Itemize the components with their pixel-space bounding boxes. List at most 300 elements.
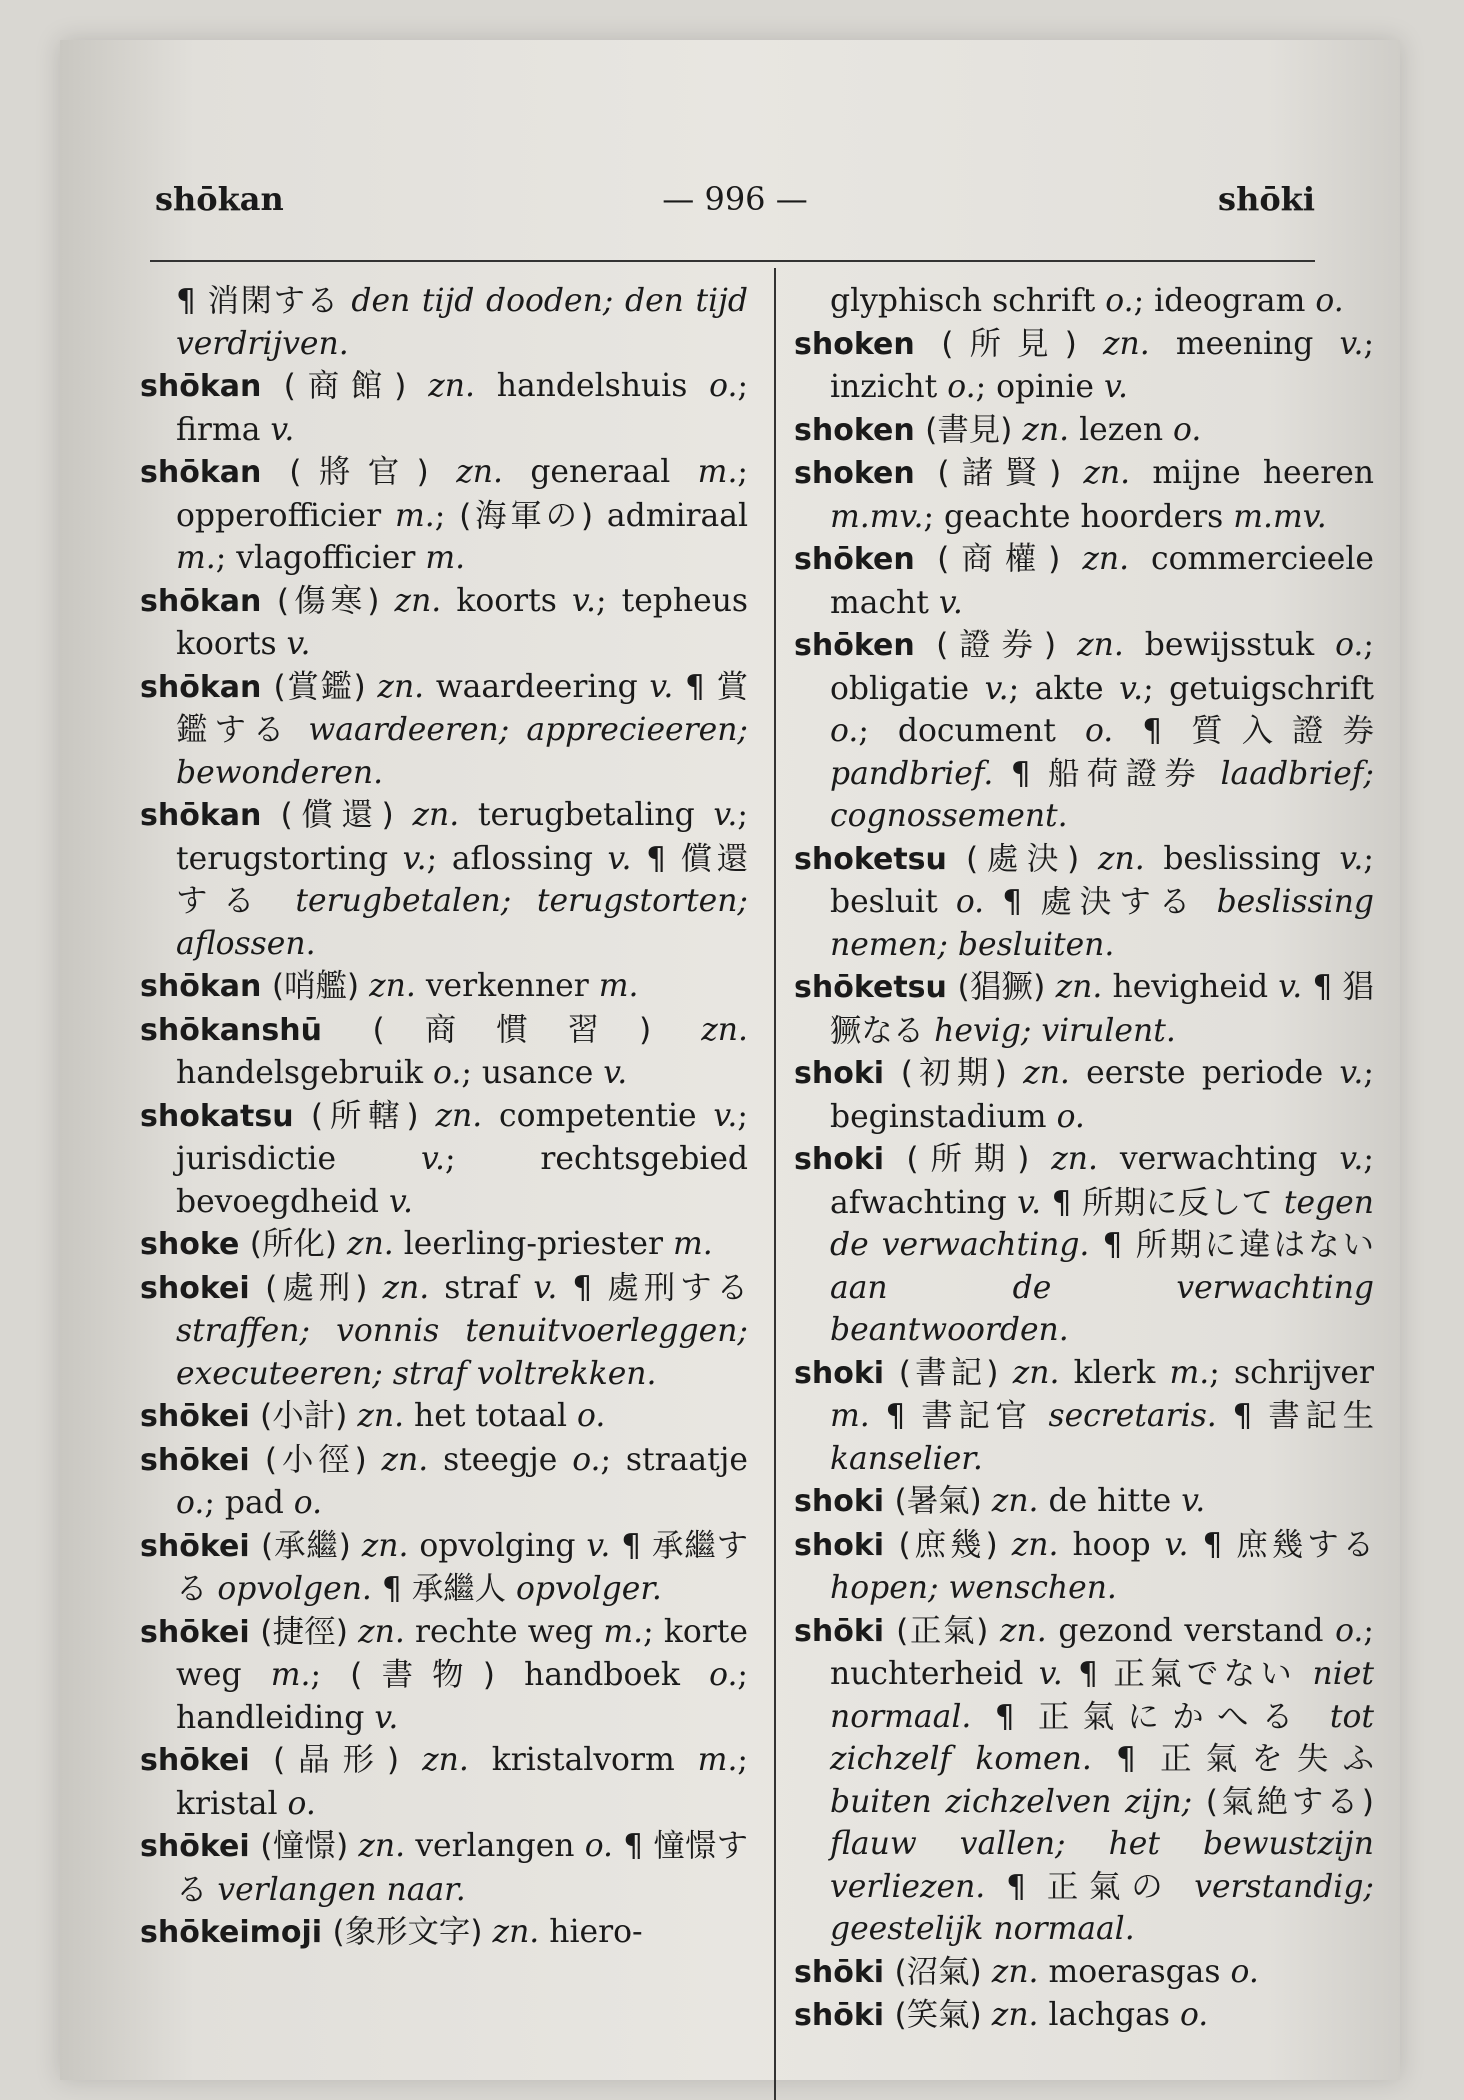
right-column <box>794 280 1374 2038</box>
gender-marker: v. <box>586 1527 622 1564</box>
translation-text: lachgas <box>1048 1997 1180 2033</box>
entry-headword: shōkei <box>140 1829 261 1864</box>
translation-text: handelsgebruik <box>176 1055 433 1091</box>
gender-marker: v. <box>1339 840 1364 877</box>
gender-marker: zn. <box>456 454 531 490</box>
italic-translation: secretaris. <box>1048 1398 1233 1434</box>
entry-headword: shōkan <box>140 669 274 705</box>
translation-text: handelshuis <box>496 368 710 404</box>
entry-headword: shōki <box>794 1998 895 2033</box>
gender-marker: v. <box>1038 1656 1079 1692</box>
kanji-text: ¶ 處決する <box>1002 884 1217 920</box>
translation-text: koorts <box>456 582 572 619</box>
kanji-text: ¶ 所期に反して <box>1051 1184 1284 1221</box>
gender-marker: o. <box>709 368 738 404</box>
entry-headword: shoken <box>794 412 926 448</box>
gender-marker: v. <box>713 1097 738 1134</box>
gender-marker: zn. <box>1082 541 1152 577</box>
gender-marker: zn. <box>347 1226 404 1262</box>
italic-translation: hevig; virulent. <box>934 1012 1176 1049</box>
kanji-text: (笑氣) <box>894 1997 992 2033</box>
dictionary-entry <box>140 1095 748 1224</box>
translation-text: glyphisch schrift <box>830 283 1106 319</box>
kanji-text: ¶ 正氣を失ふ <box>1116 1741 1374 1777</box>
translation-text: de hitte <box>1048 1483 1182 1519</box>
kanji-text: ¶ 質入證券 <box>1142 713 1375 749</box>
gender-marker: m. <box>672 1226 713 1262</box>
translation-text: ; <box>310 1657 351 1693</box>
kanji-text: ¶ 猖獗なる <box>830 969 1374 1049</box>
entry-headword: shōkan <box>140 455 290 490</box>
kanji-text: (承繼) <box>260 1527 362 1564</box>
translation-text: generaal <box>530 454 698 490</box>
column-divider <box>774 268 776 2100</box>
entry-headword: shōkei <box>140 1442 265 1478</box>
translation-text: admiraal <box>606 497 748 534</box>
kanji-text: (商慣習) <box>372 1011 702 1048</box>
gender-marker: o. <box>1230 1953 1259 1990</box>
translation-text: lezen <box>1079 411 1174 448</box>
gender-marker: o. <box>709 1657 738 1693</box>
kanji-text: (諸賢) <box>937 455 1084 491</box>
gender-marker: o. <box>577 1398 606 1434</box>
dictionary-entry <box>140 1739 748 1825</box>
kanji-text: ¶ 船荷證券 <box>1010 755 1221 792</box>
entry-headword: shōkan <box>140 798 281 833</box>
kanji-text: (將官) <box>289 454 457 490</box>
dictionary-entry <box>140 1525 748 1611</box>
kanji-text: ¶ 承繼する <box>176 1527 748 1607</box>
entry-headword: shoki <box>794 1142 907 1177</box>
gender-marker: v. <box>533 1269 573 1306</box>
entry-headword: shoketsu <box>794 841 966 877</box>
entry-headword: shōkei <box>140 1614 261 1650</box>
gender-marker: zn. <box>1011 1526 1073 1563</box>
gender-marker: zn. <box>361 1527 420 1564</box>
translation-text: ; tepheus koorts <box>176 582 749 662</box>
kanji-text: (小計) <box>260 1398 358 1434</box>
kanji-text: (所期) <box>906 1141 1052 1177</box>
translation-text: opvolging <box>419 1527 587 1564</box>
dictionary-entry <box>140 794 748 965</box>
entry-headword: shoki <box>794 1355 899 1391</box>
translation-text: leerling-priester <box>403 1226 673 1262</box>
translation-text: ; firma <box>176 368 749 448</box>
gender-marker: o. <box>176 1485 205 1521</box>
translation-text: commercieele macht <box>830 541 1374 621</box>
gender-marker: zn. <box>492 1914 550 1950</box>
gender-marker: m. <box>270 1657 311 1693</box>
translation-text: meening <box>1175 325 1340 362</box>
translation-text: competentie <box>499 1097 714 1134</box>
gender-marker: v. <box>1103 369 1128 405</box>
kanji-text: (猖獗) <box>957 969 1056 1005</box>
kanji-text: (書物) <box>350 1657 525 1693</box>
dictionary-entry <box>140 1267 748 1396</box>
gender-marker: zn. <box>991 1997 1049 2033</box>
gender-marker: m. <box>425 540 466 576</box>
italic-translation: opvolger. <box>516 1571 662 1607</box>
gender-marker: zn. <box>369 968 426 1004</box>
kanji-text: ¶ 正氣の <box>1006 1868 1195 1905</box>
translation-text: ; nuchterheid <box>830 1612 1374 1692</box>
italic-translation: aan de verwachting beantwoorden. <box>830 1269 1374 1348</box>
dictionary-entry <box>140 1825 748 1911</box>
gender-marker: o. <box>1315 283 1344 319</box>
kanji-text: (處決) <box>966 840 1098 877</box>
dictionary-entry <box>140 451 748 580</box>
gender-marker: zn. <box>435 1097 500 1134</box>
gender-marker: zn. <box>412 797 478 833</box>
dictionary-entry <box>140 1395 748 1439</box>
gender-marker: o. <box>1173 411 1202 448</box>
gender-marker: v. <box>1017 1184 1052 1221</box>
italic-translation: laadbrief; cognossement. <box>830 755 1374 834</box>
italic-translation: tegen de verwachting. <box>830 1184 1374 1263</box>
translation-text: verkenner <box>425 968 599 1004</box>
gender-marker: m. <box>394 497 435 534</box>
dictionary-entry <box>794 280 1374 323</box>
entry-headword: shōken <box>794 542 938 577</box>
gender-marker: zn. <box>382 1269 445 1306</box>
italic-translation: verstandig; geestelijk normaal. <box>830 1868 1374 1947</box>
translation-text: ; getuigschrift <box>1143 670 1374 707</box>
gender-marker: v. <box>420 1141 445 1177</box>
dictionary-entry <box>794 323 1374 409</box>
dictionary-entry <box>140 666 748 795</box>
dictionary-entry <box>794 538 1374 624</box>
kanji-text: (象形文字) <box>332 1914 493 1950</box>
translation-text: waardeering <box>435 668 650 705</box>
kanji-text: (哨艦) <box>271 968 370 1004</box>
dictionary-entry <box>794 838 1374 967</box>
kanji-text: ¶ 憧憬する <box>176 1828 749 1908</box>
translation-text: kristalvorm <box>491 1742 698 1778</box>
kanji-text: ¶ 消閑する <box>176 283 352 319</box>
kanji-text: (傷寒) <box>276 582 395 619</box>
gender-marker: v. <box>713 797 738 833</box>
gender-marker: o. <box>1335 1612 1364 1649</box>
gender-marker: zn. <box>358 1828 416 1864</box>
entry-headword: shōkeimoji <box>140 1915 333 1950</box>
kanji-text: (所化) <box>249 1226 348 1262</box>
translation-text: ; pad <box>204 1485 294 1521</box>
translation-text: steegje <box>443 1441 573 1478</box>
header-rule <box>150 260 1315 262</box>
kanji-text: ¶ 所期に違はない <box>1102 1227 1374 1263</box>
gender-marker: o. <box>830 713 859 749</box>
gender-marker: v. <box>1119 670 1144 707</box>
gender-marker: v. <box>1339 1055 1364 1091</box>
gender-marker: zn. <box>1051 1141 1120 1177</box>
kanji-text: (小徑) <box>264 1441 382 1478</box>
gender-marker: zn. <box>1055 969 1113 1005</box>
entry-headword: shōkei <box>140 1528 261 1564</box>
translation-text: ; usance <box>461 1055 604 1091</box>
gender-marker: o. <box>947 369 976 405</box>
gender-marker: o. <box>1335 627 1364 663</box>
gender-marker: zn. <box>701 1011 748 1048</box>
gender-marker: zn. <box>377 668 436 705</box>
left-column <box>140 280 748 1955</box>
translation-text: ; opinie <box>975 369 1104 405</box>
entry-headword: shōki <box>794 1613 897 1649</box>
kanji-text: ¶ 正氣でない <box>1078 1656 1313 1692</box>
translation-text: ; ideogram <box>1133 283 1316 319</box>
italic-translation: pandbrief. <box>830 755 1011 792</box>
gender-marker: v. <box>607 840 647 877</box>
gender-marker: zn. <box>991 1483 1049 1519</box>
dictionary-entry <box>794 966 1374 1052</box>
dictionary-entry <box>140 1439 748 1525</box>
gender-marker: o. <box>433 1055 462 1091</box>
dictionary-entry <box>140 1009 748 1095</box>
italic-translation: buiten zichzelven zijn; <box>830 1783 1206 1820</box>
gender-marker: zn. <box>1012 1354 1074 1391</box>
gender-marker: m. <box>603 1613 644 1650</box>
gender-marker: zn. <box>999 1612 1059 1649</box>
translation-text: klerk <box>1073 1354 1170 1391</box>
dictionary-entry <box>794 452 1374 538</box>
kanji-text: (商館) <box>283 368 429 404</box>
gender-marker: v. <box>286 626 311 662</box>
translation-text: ; kristal <box>176 1742 748 1822</box>
translation-text: straf <box>444 1269 534 1306</box>
header-last-word: shōki <box>1218 180 1315 218</box>
gender-marker: zn. <box>1022 411 1080 448</box>
dictionary-entry <box>140 280 748 365</box>
gender-marker: o. <box>572 1441 601 1478</box>
kanji-text: (償還) <box>280 797 413 833</box>
gender-marker: v. <box>374 1699 399 1736</box>
translation-text: hoop <box>1072 1526 1165 1563</box>
entry-headword: shōkei <box>140 1743 274 1778</box>
kanji-text: (捷徑) <box>260 1613 359 1650</box>
translation-text: verlangen <box>415 1828 585 1864</box>
dictionary-entry <box>794 624 1374 838</box>
translation-text: mijne heeren <box>1152 455 1374 491</box>
dictionary-entry <box>794 1480 1374 1524</box>
dictionary-entry <box>794 1951 1374 1995</box>
translation-text: ; handleiding <box>176 1657 748 1736</box>
dictionary-entry <box>140 580 748 666</box>
translation-text: ; jurisdictie <box>176 1097 748 1177</box>
italic-translation: opvolgen. <box>217 1571 382 1607</box>
translation-text: ; opperofficier <box>176 454 748 534</box>
gender-marker: o. <box>1056 1098 1085 1135</box>
kanji-text: (所轄) <box>310 1097 436 1134</box>
italic-translation: tot zichzelf komen. <box>830 1698 1374 1777</box>
gender-marker: zn. <box>357 1398 415 1434</box>
italic-translation: niet normaal. <box>830 1656 1374 1735</box>
gender-marker: zn. <box>422 1742 492 1778</box>
entry-headword: shoke <box>140 1227 250 1262</box>
dictionary-entry <box>140 1911 748 1955</box>
kanji-text: (氣絶する) <box>1205 1783 1374 1820</box>
italic-translation: straffen; vonnis tenuitvoerleggen; executeeren; straf voltrekken. <box>176 1313 748 1392</box>
gender-marker: zn. <box>358 1613 415 1650</box>
dictionary-entry <box>794 1994 1374 2038</box>
gender-marker: m. <box>697 454 738 490</box>
gender-marker: o. <box>1105 283 1134 319</box>
kanji-text: ¶ 償還する <box>176 840 748 919</box>
gender-marker: zn. <box>394 582 457 619</box>
translation-text: bewijsstuk <box>1144 627 1336 663</box>
entry-headword: shōkei <box>140 1399 261 1434</box>
entry-headword: shōkan <box>140 369 284 404</box>
gender-marker: zn. <box>1023 1055 1087 1091</box>
italic-translation: verlangen naar. <box>217 1871 466 1908</box>
translation-text: verwachting <box>1119 1141 1340 1177</box>
translation-text: beslissing <box>1163 840 1340 877</box>
kanji-text: ¶ 書記生 <box>1232 1398 1374 1434</box>
gender-marker: zn. <box>1103 325 1176 362</box>
entry-headword: shoken <box>794 326 942 362</box>
gender-marker: zn. <box>1077 627 1145 663</box>
gender-marker: zn. <box>1083 455 1153 491</box>
gender-marker: o. <box>1179 1997 1209 2033</box>
translation-text: ; <box>434 497 460 534</box>
translation-text: ; obligatie <box>830 627 1374 707</box>
entry-headword: shōki <box>794 1954 895 1990</box>
kanji-text: (賞鑑) <box>273 668 378 705</box>
translation-text: ; besluit <box>830 840 1374 920</box>
kanji-text: ¶ 處刑する <box>572 1269 749 1306</box>
kanji-text: ¶ 正氣にかへる <box>994 1698 1330 1735</box>
gender-marker: v. <box>1181 1483 1206 1519</box>
gender-marker: v. <box>1164 1526 1203 1563</box>
translation-text: ; afwachting <box>830 1141 1374 1221</box>
translation-text: ; geachte hoorders <box>923 498 1234 535</box>
gender-marker: v. <box>270 411 295 448</box>
italic-translation: den tijd dooden; den tijd verdrijven. <box>176 283 748 362</box>
translation-text: ; beginstadium <box>830 1055 1374 1135</box>
translation-text: ; document <box>858 713 1085 749</box>
gender-marker: v. <box>1339 325 1364 362</box>
kanji-text: ¶ 庶幾する <box>1202 1526 1375 1563</box>
kanji-text: (晶形) <box>273 1742 423 1778</box>
italic-translation: kanselier. <box>830 1440 983 1477</box>
gender-marker: o. <box>293 1485 323 1521</box>
kanji-text: ¶ 承繼人 <box>381 1571 516 1607</box>
kanji-text: (書見) <box>925 411 1023 448</box>
gender-marker: v. <box>571 582 596 619</box>
gender-marker: v. <box>1339 1141 1364 1177</box>
kanji-text: ¶ 書記官 <box>885 1398 1049 1434</box>
dictionary-entry <box>140 1223 748 1267</box>
entry-headword: shoki <box>794 1056 901 1091</box>
kanji-text: (處刑) <box>265 1269 383 1306</box>
kanji-text: (所見) <box>941 325 1103 362</box>
kanji-text: (書記) <box>898 1354 1013 1391</box>
translation-text: terugbetaling <box>477 797 714 833</box>
entry-headword: shokei <box>140 1270 266 1306</box>
entry-headword: shōketsu <box>794 970 958 1005</box>
kanji-text: (庶幾) <box>898 1526 1012 1563</box>
dictionary-entry <box>140 965 748 1009</box>
dictionary-entry <box>794 1610 1374 1951</box>
kanji-text: ¶ 賞鑑する <box>176 668 749 748</box>
gender-marker: o. <box>955 884 1003 920</box>
translation-text: ; vlagofficier <box>215 540 426 576</box>
gender-marker: zn. <box>428 368 497 404</box>
gender-marker: m. <box>830 1398 886 1434</box>
entry-headword: shōken <box>794 628 937 663</box>
entry-headword: shōkan <box>140 583 277 619</box>
entry-headword: shoken <box>794 456 938 491</box>
gender-marker: m.mv. <box>830 498 924 535</box>
gender-marker: zn. <box>1097 840 1164 877</box>
entry-headword: shoki <box>794 1527 899 1563</box>
page-number: — 996 — <box>662 180 808 218</box>
translation-text: het totaal <box>414 1398 577 1434</box>
gender-marker: o. <box>287 1785 316 1822</box>
gender-marker: v. <box>649 668 686 705</box>
translation-text: moerasgas <box>1048 1953 1231 1990</box>
dictionary-entry <box>794 1352 1374 1481</box>
italic-translation: waardeeren; apprecieeren; bewonderen. <box>176 712 748 791</box>
gender-marker: m. <box>697 1742 738 1778</box>
kanji-text: (海軍の) <box>459 497 607 534</box>
gender-marker: zn. <box>991 1953 1049 1990</box>
gender-marker: o. <box>584 1828 624 1864</box>
gender-marker: m. <box>176 540 216 576</box>
kanji-text: (正氣) <box>896 1612 1000 1649</box>
dictionary-entry <box>140 1611 748 1740</box>
kanji-text: (商權) <box>937 541 1083 577</box>
kanji-text: (暑氣) <box>894 1483 992 1519</box>
translation-text: ; terugstorting <box>176 797 748 877</box>
gender-marker: v. <box>402 840 427 877</box>
dictionary-entry <box>794 1524 1374 1610</box>
gender-marker: v. <box>984 670 1009 707</box>
italic-translation: hopen; wenschen. <box>830 1570 1117 1606</box>
dictionary-entry <box>794 1052 1374 1138</box>
entry-headword: shoki <box>794 1484 895 1519</box>
dictionary-entry <box>794 1138 1374 1352</box>
translation-text: eerste periode <box>1086 1055 1340 1091</box>
gender-marker: v. <box>938 584 963 621</box>
header-first-word: shōkan <box>155 180 284 218</box>
translation-text: ; schrijver <box>1209 1354 1374 1391</box>
translation-text: ; aflossing <box>426 840 608 877</box>
translation-text: ; inzicht <box>830 325 1375 405</box>
dictionary-entry <box>140 365 748 451</box>
entry-headword: shokatsu <box>140 1098 311 1134</box>
running-head <box>155 180 1315 230</box>
translation-text: gezond verstand <box>1058 1612 1336 1649</box>
entry-headword: shōkanshū <box>140 1012 373 1048</box>
italic-translation: flauw vallen; het bewustzijn verliezen. <box>830 1826 1374 1905</box>
kanji-text: (沼氣) <box>894 1953 992 1990</box>
entry-headword: shōkan <box>140 969 272 1004</box>
italic-translation: terugbetalen; terugstorten; aflossen. <box>176 883 748 962</box>
translation-text: handboek <box>524 1657 710 1693</box>
kanji-text: (證券) <box>936 627 1078 663</box>
translation-text: hiero- <box>549 1914 643 1950</box>
italic-translation: beslissing nemen; besluiten. <box>830 884 1375 963</box>
kanji-text: (憧憬) <box>260 1828 359 1864</box>
gender-marker: o. <box>1084 713 1143 749</box>
translation-text: ; straatje <box>600 1441 748 1478</box>
translation-text: ; korte weg <box>176 1613 748 1693</box>
gender-marker: m. <box>1169 1354 1210 1391</box>
dictionary-entry <box>794 409 1374 453</box>
translation-text: ; akte <box>1008 670 1120 707</box>
gender-marker: zn. <box>381 1441 444 1478</box>
gender-marker: m. <box>598 968 639 1004</box>
gender-marker: m.mv. <box>1233 498 1327 535</box>
